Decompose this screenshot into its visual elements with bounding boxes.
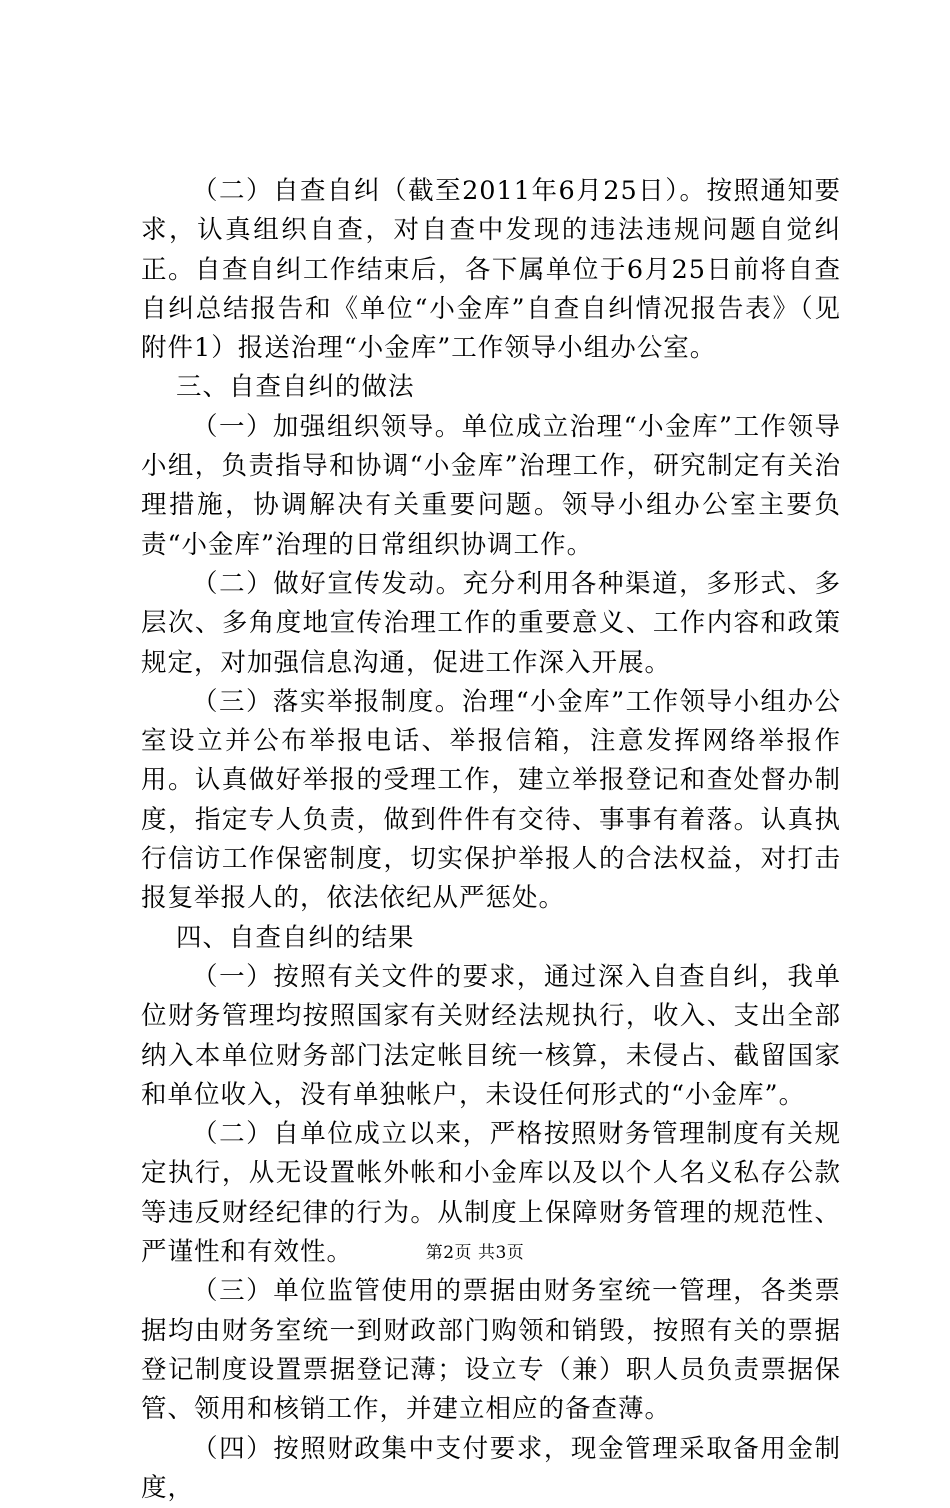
paragraph-reporting-system: （三）落实举报制度。治理“小金库”工作领导小组办公室设立并公布举报电话、举报信箱，注意发挥网络举报作用。认真做好举报的受理工作，建立举报登记和查处督办制度，指定专人负责，做到件件有交待、事事有着落。认真执行信访工作保密制度，切实保护举报人的合法权益，对打击报复举报人的，依法依纪从严惩处。 <box>141 683 841 919</box>
paragraph-self-check-schedule: （二）自查自纠（截至2011年6月25日）。按照通知要求，认真组织自查，对自查中发现的违法违规问题自觉纠正。自查自纠工作结束后，各下属单位于6月25日前将自查自纠总结报告和《单位“小金库”自查自纠情况报告表》（见附件1）报送治理“小金库”工作领导小组办公室。 <box>141 172 841 368</box>
section-heading-practices: 三、自查自纠的做法 <box>141 368 841 407</box>
section-heading-results: 四、自查自纠的结果 <box>141 919 841 958</box>
paragraph-result-3: （三）单位监管使用的票据由财务室统一管理，各类票据均由财务室统一到财政部门购领和销毁，按照有关的票据登记制度设置票据登记薄；设立专（兼）职人员负责票据保管、领用和核销工作，并建立相应的备查薄。 <box>141 1272 841 1429</box>
page-footer: 第2页 共3页 <box>0 1238 950 1263</box>
paragraph-result-4: （四）按照财政集中支付要求，现金管理采取备用金制度， <box>141 1430 841 1508</box>
paragraph-leadership: （一）加强组织领导。单位成立治理“小金库”工作领导小组，负责指导和协调“小金库”治理工作，研究制定有关治理措施，协调解决有关重要问题。领导小组办公室主要负责“小金库”治理的日常组织协调工作。 <box>141 408 841 565</box>
paragraph-result-2: （二）自单位成立以来，严格按照财务管理制度有关规定执行，从无设置帐外帐和小金库以及以个人名义私存公款等违反财经纪律的行为。从制度上保障财务管理的规范性、严谨性和有效性。 <box>141 1115 841 1272</box>
paragraph-result-1: （一）按照有关文件的要求，通过深入自查自纠，我单位财务管理均按照国家有关财经法规执行，收入、支出全部纳入本单位财务部门法定帐目统一核算，未侵占、截留国家和单位收入，没有单独帐户，未设任何形式的“小金库”。 <box>141 958 841 1115</box>
document-body <box>141 172 841 1508</box>
paragraph-publicity: （二）做好宣传发动。充分利用各种渠道，多形式、多层次、多角度地宣传治理工作的重要意义、工作内容和政策规定，对加强信息沟通，促进工作深入开展。 <box>141 565 841 683</box>
